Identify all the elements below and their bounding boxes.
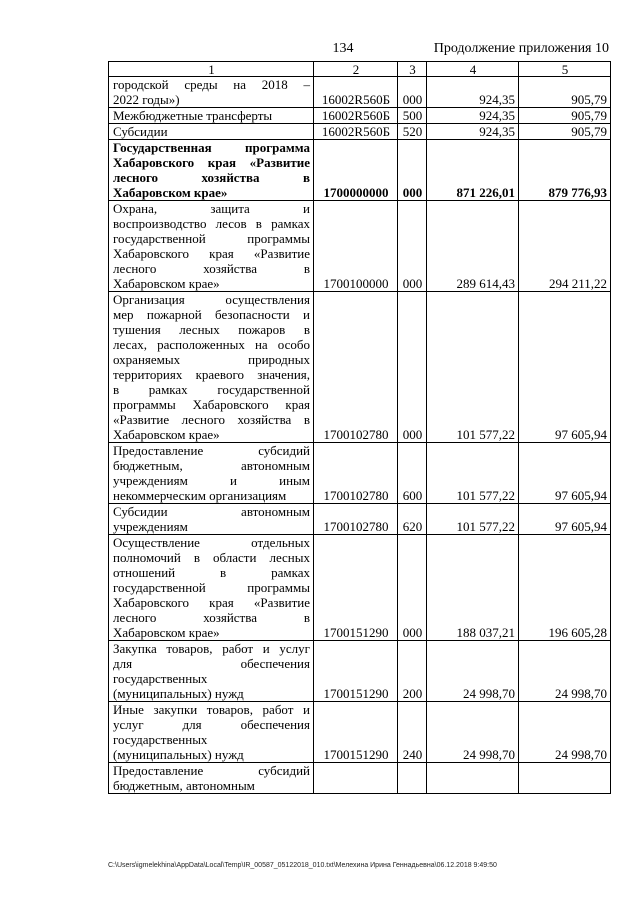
expense-type-cell: 240 [398,702,427,763]
item-name-line: городской среды на 2018 – [113,77,310,92]
item-name-line: государственной программы [113,580,310,595]
item-name-line: лесах, расположенных на особо [113,337,310,352]
target-code-cell: 1700102780 [314,292,398,443]
target-code-cell: 1700102780 [314,443,398,504]
item-name-cell [109,535,314,641]
file-path-footer: C:\Users\igmelekhina\AppData\Local\Temp\IR_00587_05122018_010.txt\Мелехина Ирина Геннадьевна\06.12.2018 9:49:50 [108,862,497,869]
item-name-line: Субсидии автономным [113,504,310,519]
amount-2020-cell: 879 776,93 [519,140,611,201]
item-name-line: лесного хозяйства в [113,170,310,185]
amount-2020-cell [519,763,611,794]
amount-2020-cell: 97 605,94 [519,443,611,504]
amount-2019-cell: 871 226,01 [427,140,519,201]
table-row [109,443,611,504]
table-row [109,292,611,443]
item-name-line: Предоставление субсидий [113,443,310,458]
item-name-line: (муниципальных) нужд [113,686,244,701]
item-name-line: отношений в рамках [113,565,310,580]
item-name-line: Хабаровском крае» [113,185,228,200]
amount-2019-cell: 24 998,70 [427,641,519,702]
item-name-line: государственной программы [113,231,310,246]
table-row [109,108,611,124]
target-code-cell: 1700100000 [314,201,398,292]
amount-2019-cell: 24 998,70 [427,702,519,763]
table-row [109,535,611,641]
item-name-cell [109,292,314,443]
table-row [109,124,611,140]
item-name-line: Хабаровском крае» [113,276,220,291]
item-name-line: Хабаровском крае» [113,427,220,442]
item-name-line: полномочий в области лесных [113,550,310,565]
target-code-cell [314,763,398,794]
item-name-line: бюджетным, автономным [113,778,255,793]
item-name-cell [109,140,314,201]
table-row [109,201,611,292]
item-name-line: 2022 годы») [113,92,180,107]
table-row [109,641,611,702]
item-name-line: некоммерческим организациям [113,488,287,503]
item-name-line: Субсидии [113,124,168,139]
amount-2019-cell: 101 577,22 [427,504,519,535]
item-name-line: Хабаровского края «Развитие [113,155,310,170]
item-name-line: государственных [113,732,208,747]
item-name-line: для обеспечения [113,656,310,671]
expense-type-cell [398,763,427,794]
column-header: 3 [398,62,427,77]
item-name-line: Организация осуществления [113,292,310,307]
target-code-cell: 1700151290 [314,535,398,641]
column-header: 2 [314,62,398,77]
item-name-line: государственных [113,671,208,686]
target-code-cell: 1700000000 [314,140,398,201]
column-header: 4 [427,62,519,77]
target-code-cell: 16002R560Б [314,124,398,140]
table-row [109,702,611,763]
amount-2020-cell: 196 605,28 [519,535,611,641]
item-name-cell [109,702,314,763]
item-name-cell [109,641,314,702]
item-name-cell [109,124,314,140]
item-name-cell [109,77,314,108]
item-name-line: Осуществление отдельных [113,535,310,550]
item-name-line: Межбюджетные трансферты [113,108,273,123]
amount-2019-cell: 924,35 [427,108,519,124]
expense-type-cell: 000 [398,77,427,108]
expense-type-cell: 000 [398,292,427,443]
item-name-line: лесного хозяйства в [113,261,310,276]
expense-type-cell: 620 [398,504,427,535]
item-name-line: охраняемых природных [113,352,310,367]
amount-2019-cell: 924,35 [427,124,519,140]
amount-2020-cell: 97 605,94 [519,292,611,443]
amount-2019-cell: 188 037,21 [427,535,519,641]
item-name-cell [109,443,314,504]
amount-2019-cell: 101 577,22 [427,443,519,504]
table-header-row [109,62,611,77]
table-row [109,77,611,108]
expense-type-cell: 520 [398,124,427,140]
item-name-line: учреждениям и иным [113,473,310,488]
target-code-cell: 16002R560Б [314,108,398,124]
item-name-line: мер пожарной безопасности и [113,307,310,322]
budget-table [108,61,611,794]
item-name-cell [109,201,314,292]
item-name-line: учреждениям [113,519,188,534]
item-name-line: Иные закупки товаров, работ и [113,702,310,717]
expense-type-cell: 000 [398,535,427,641]
column-header: 5 [519,62,611,77]
expense-type-cell: 000 [398,201,427,292]
table-row [109,140,611,201]
amount-2020-cell: 905,79 [519,108,611,124]
target-code-cell: 16002R560Б [314,77,398,108]
target-code-cell: 1700102780 [314,504,398,535]
amount-2020-cell: 24 998,70 [519,702,611,763]
expense-type-cell: 000 [398,140,427,201]
item-name-line: программы Хабаровского края [113,397,310,412]
item-name-line: услуг для обеспечения [113,717,310,732]
item-name-line: Хабаровском крае» [113,625,220,640]
amount-2019-cell [427,763,519,794]
expense-type-cell: 200 [398,641,427,702]
item-name-line: Предоставление субсидий [113,763,310,778]
item-name-line: лесного хозяйства в [113,610,310,625]
item-name-line: воспроизводство лесов в рамках [113,216,310,231]
item-name-cell [109,108,314,124]
item-name-line: Хабаровского края «Развитие [113,246,310,261]
amount-2020-cell: 294 211,22 [519,201,611,292]
target-code-cell: 1700151290 [314,702,398,763]
item-name-line: Охрана, защита и [113,201,310,216]
item-name-cell [109,504,314,535]
item-name-line: в рамках государственной [113,382,310,397]
item-name-line: территориях краевого значения, [113,367,310,382]
item-name-line: Хабаровского края «Развитие [113,595,310,610]
amount-2020-cell: 24 998,70 [519,641,611,702]
item-name-line: (муниципальных) нужд [113,747,244,762]
item-name-line: «Развитие лесного хозяйства в [113,412,310,427]
table-row [109,504,611,535]
amount-2020-cell: 905,79 [519,77,611,108]
item-name-line: Государственная программа [113,140,310,155]
item-name-line: Закупка товаров, работ и услуг [113,641,310,656]
item-name-line: тушения лесных пожаров в [113,322,310,337]
target-code-cell: 1700151290 [314,641,398,702]
amount-2020-cell: 905,79 [519,124,611,140]
amount-2019-cell: 924,35 [427,77,519,108]
expense-type-cell: 500 [398,108,427,124]
column-header: 1 [109,62,314,77]
page-number: 134 [332,41,354,56]
table-row [109,763,611,794]
amount-2020-cell: 97 605,94 [519,504,611,535]
amount-2019-cell: 289 614,43 [427,201,519,292]
amount-2019-cell: 101 577,22 [427,292,519,443]
expense-type-cell: 600 [398,443,427,504]
item-name-cell [109,763,314,794]
appendix-continuation-label: Продолжение приложения 10 [433,41,609,56]
item-name-line: бюджетным, автономным [113,458,310,473]
